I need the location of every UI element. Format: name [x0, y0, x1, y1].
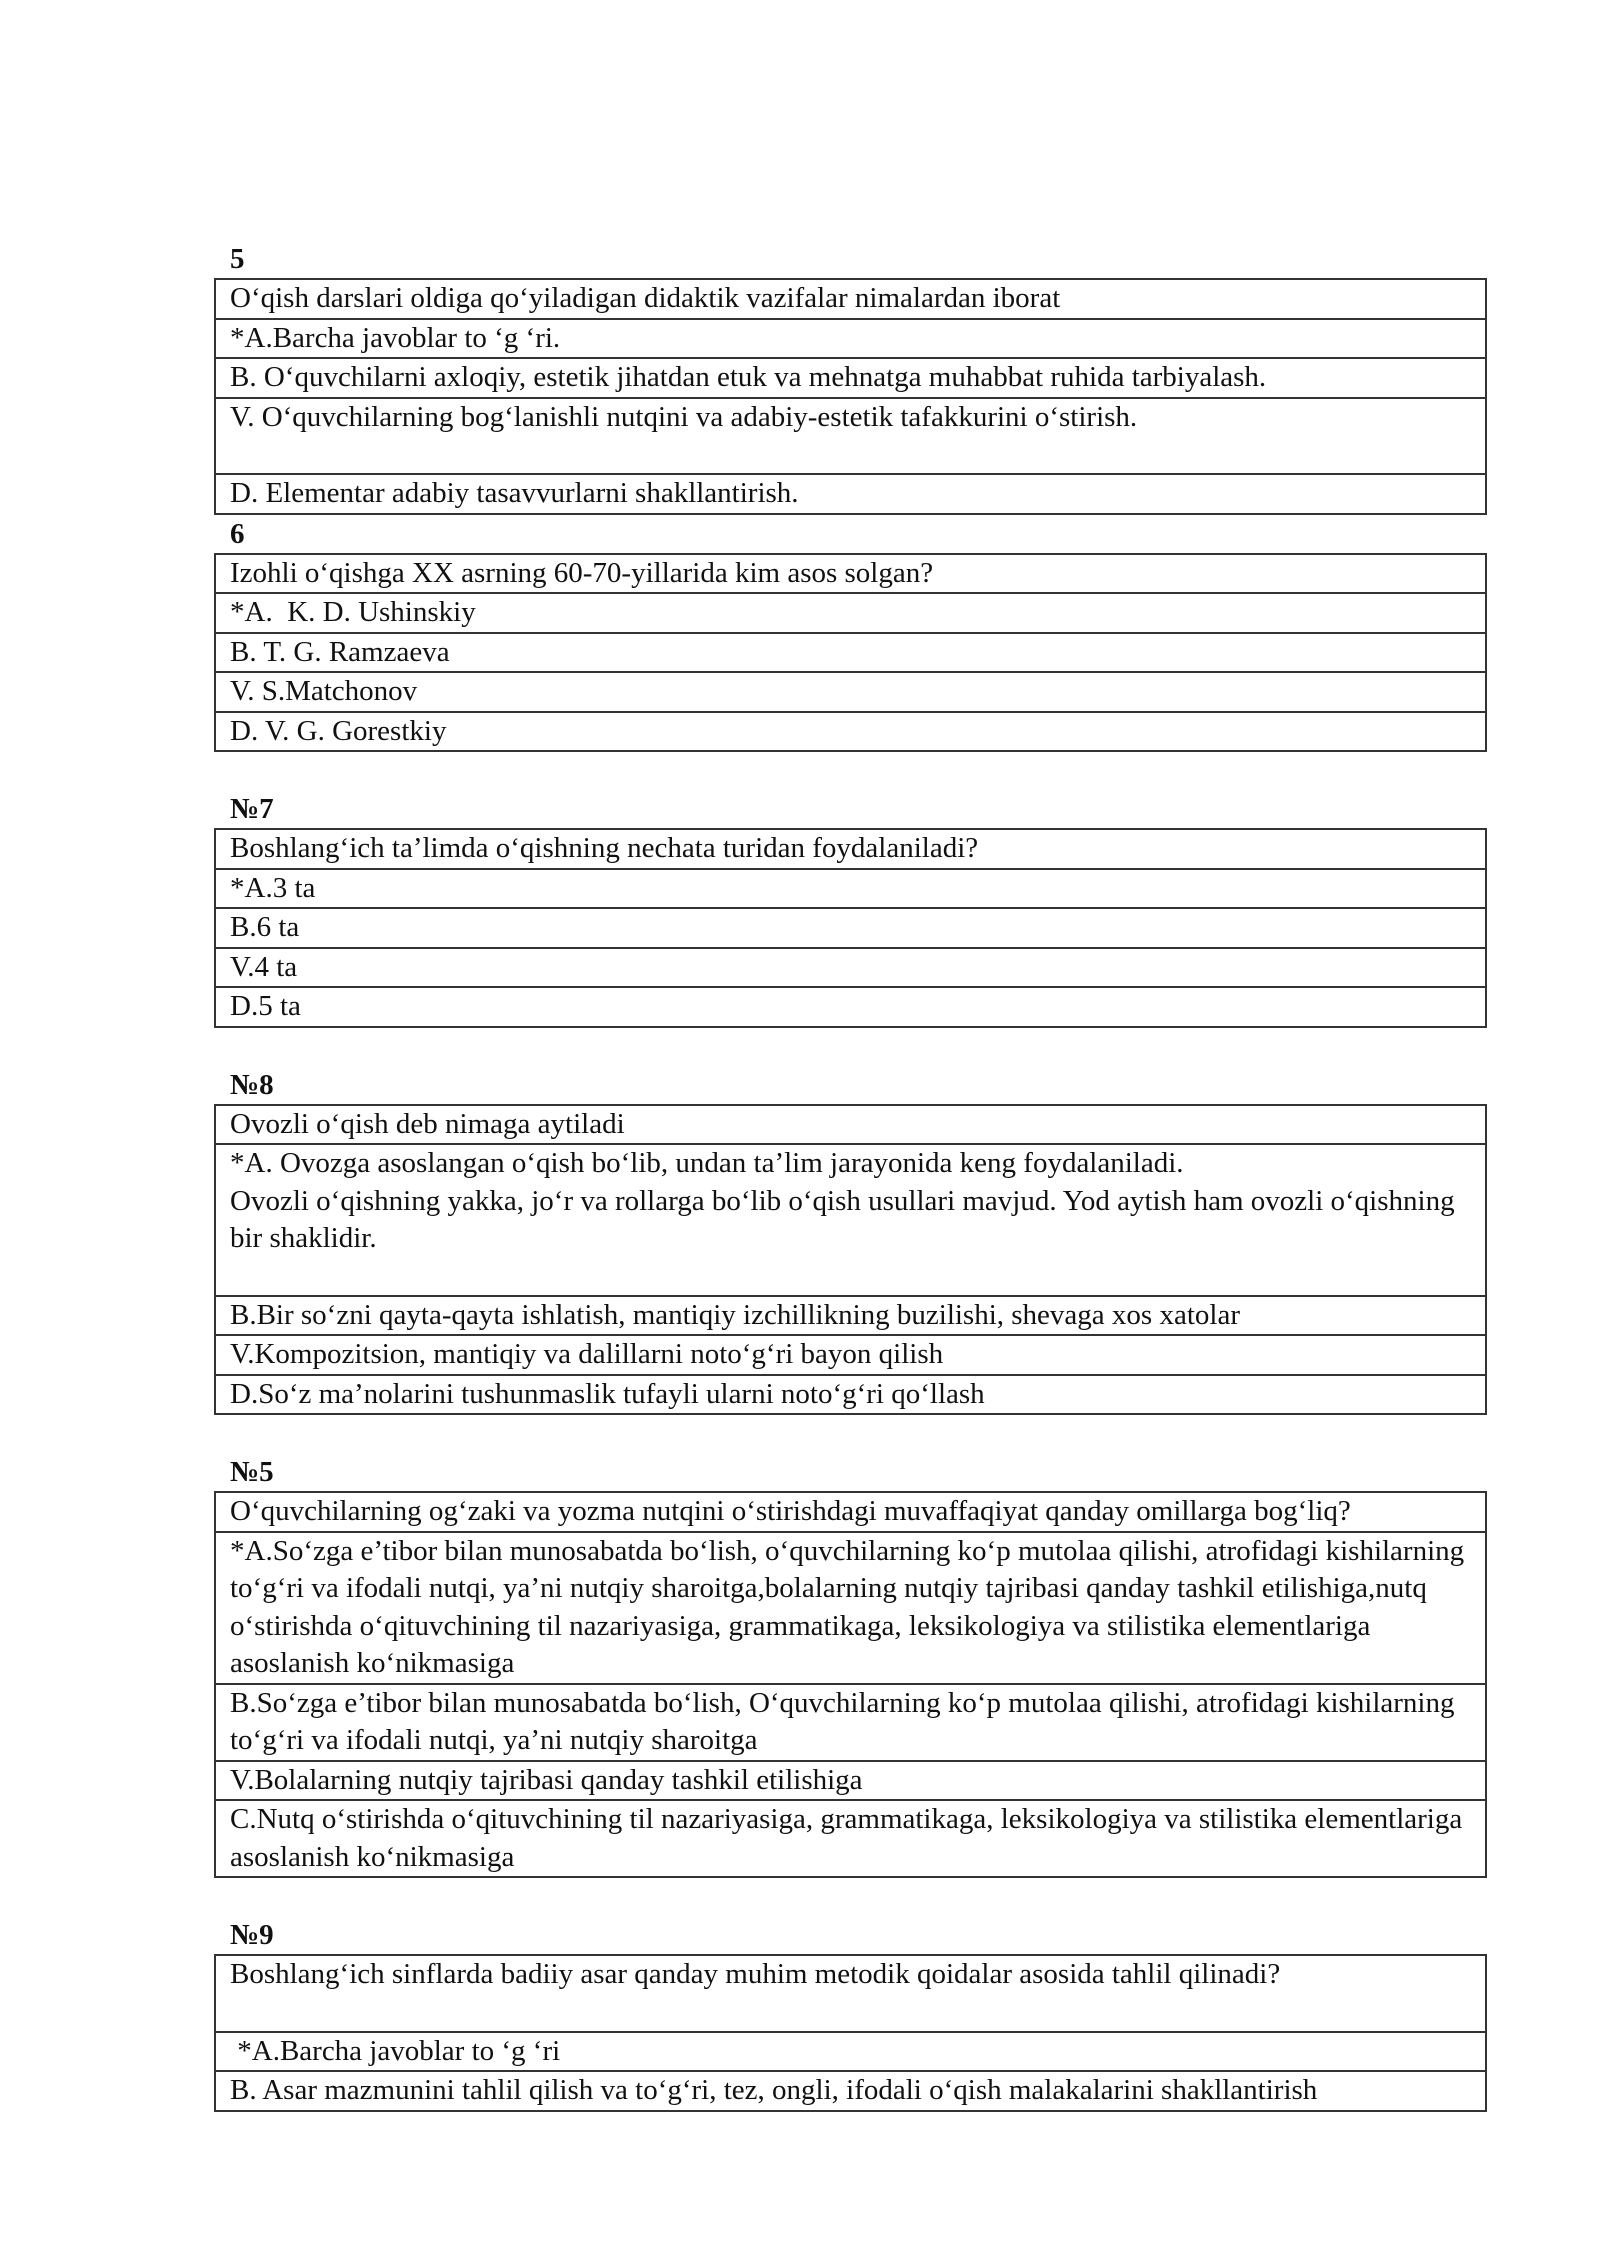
question-text: Izohli o‘qishga XX asrning 60-70-yillarida kim asos solgan? [215, 554, 1486, 594]
question-text: O‘qish darslari oldiga qo‘yiladigan didaktik vazifalar nimalardan iborat [215, 279, 1486, 319]
answer-option: *A. K. D. Ushinskiy [215, 593, 1486, 633]
document [214, 240, 1487, 2112]
answer-option: C.Nutq o‘stirishda o‘qituvchining til nazariyasiga, grammatikaga, leksikologiya va stilistika elementlariga asoslanish ko‘nikmasiga [215, 1800, 1486, 1877]
answer-option: B.So‘zga e’tibor bilan munosabatda bo‘lish, O‘quvchilarning ko‘p mutolaa qilishi, atrofidagi kishilarning to‘g‘ri va ifodali nutqi, ya’ni nutqiy sharoitga [215, 1684, 1486, 1761]
question-text: O‘quvchilarning og‘zaki va yozma nutqini o‘stirishdagi muvaffaqiyat qanday omillarga bog‘liq? [215, 1492, 1486, 1532]
answer-option: B. Asar mazmunini tahlil qilish va to‘g‘ri, tez, ongli, ifodali o‘qish malakalarini shakllantirish [215, 2071, 1486, 2111]
answer-option: *A.So‘zga e’tibor bilan munosabatda bo‘lish, o‘quvchilarning ko‘p mutolaa qilishi, atrofidagi kishilarning to‘g‘ri va ifodali nutqi, ya’ni nutqiy sharoitga,bolalarning nutqiy tajribasi qanday tashkil etilishiga,nutq o‘stirishda o‘qituvchining til nazariyasiga, grammatikaga, leksikologiya va stilistika elementlariga asoslanish ko‘nikmasiga [215, 1532, 1486, 1684]
question-table [214, 1104, 1487, 1416]
answer-option: D.So‘z ma’nolarini tushunmaslik tufayli ularni noto‘g‘ri qo‘llash [215, 1375, 1486, 1415]
answer-option: D. Elementar adabiy tasavvurlarni shakllantirish. [215, 474, 1486, 514]
answer-option: *A.3 ta [215, 869, 1486, 909]
question-table [214, 278, 1487, 515]
question-text: Boshlang‘ich ta’limda o‘qishning nechata turidan foydalaniladi? [215, 829, 1486, 869]
answer-option: B. O‘quvchilarni axloqiy, estetik jihatdan etuk va mehnatga muhabbat ruhida tarbiyalash. [215, 358, 1486, 398]
question-block [214, 1453, 1487, 1878]
answer-option: V.4 ta [215, 948, 1486, 988]
answer-option: B. T. G. Ramzaeva [215, 633, 1486, 673]
question-number: 6 [230, 517, 245, 550]
answer-option: *A.Barcha javoblar to ‘g ‘ri. [215, 319, 1486, 359]
question-number: №9 [230, 1919, 274, 1951]
question-block [214, 1066, 1487, 1416]
question-block [214, 515, 1487, 753]
answer-option: B.6 ta [215, 908, 1486, 948]
question-block [214, 790, 1487, 1028]
question-table [214, 1491, 1487, 1878]
question-text: Ovozli o‘qish deb nimaga aytiladi [215, 1105, 1486, 1145]
answer-option: *A.Barcha javoblar to ‘g ‘ri [215, 2032, 1486, 2072]
answer-option: B.Bir so‘zni qayta-qayta ishlatish, mantiqiy izchillikning buzilishi, shevaga xos xatolar [215, 1296, 1486, 1336]
answer-option: V. S.Matchonov [215, 672, 1486, 712]
question-number: №7 [230, 793, 274, 825]
question-number: №5 [230, 1456, 274, 1488]
answer-option-text: *A. Ovozga asoslangan o‘qish bo‘lib, undan ta’lim jarayonida keng foydalaniladi. [230, 1147, 1184, 1179]
answer-option: D.5 ta [215, 987, 1486, 1027]
question-number: №8 [230, 1068, 274, 1101]
question-block [214, 1916, 1487, 2112]
answer-option-a [215, 1144, 1486, 1296]
question-number: 5 [230, 243, 245, 275]
question-table [214, 553, 1487, 753]
answer-option: D. V. G. Gorestkiy [215, 712, 1486, 752]
answer-option: V.Kompozitsion, mantiqiy va dalillarni noto‘g‘ri bayon qilish [215, 1335, 1486, 1375]
answer-option-extra-text: Ovozli o‘qishning yakka, jo‘r va rollarga bo‘lib o‘qish usullari mavjud. Yod aytish ham ovozli o‘qishning bir shaklidir. [230, 1184, 1455, 1254]
question-table [214, 828, 1487, 1028]
answer-option: V. O‘quvchilarning bog‘lanishli nutqini va adabiy-estetik tafakkurini o‘stirish. [215, 398, 1486, 475]
answer-option: V.Bolalarning nutqiy tajribasi qanday tashkil etilishiga [215, 1761, 1486, 1801]
question-text: Boshlang‘ich sinflarda badiiy asar qanday muhim metodik qoidalar asosida tahlil qilinadi? [215, 1955, 1486, 2032]
question-table [214, 1954, 1487, 2112]
question-block [214, 240, 1487, 515]
